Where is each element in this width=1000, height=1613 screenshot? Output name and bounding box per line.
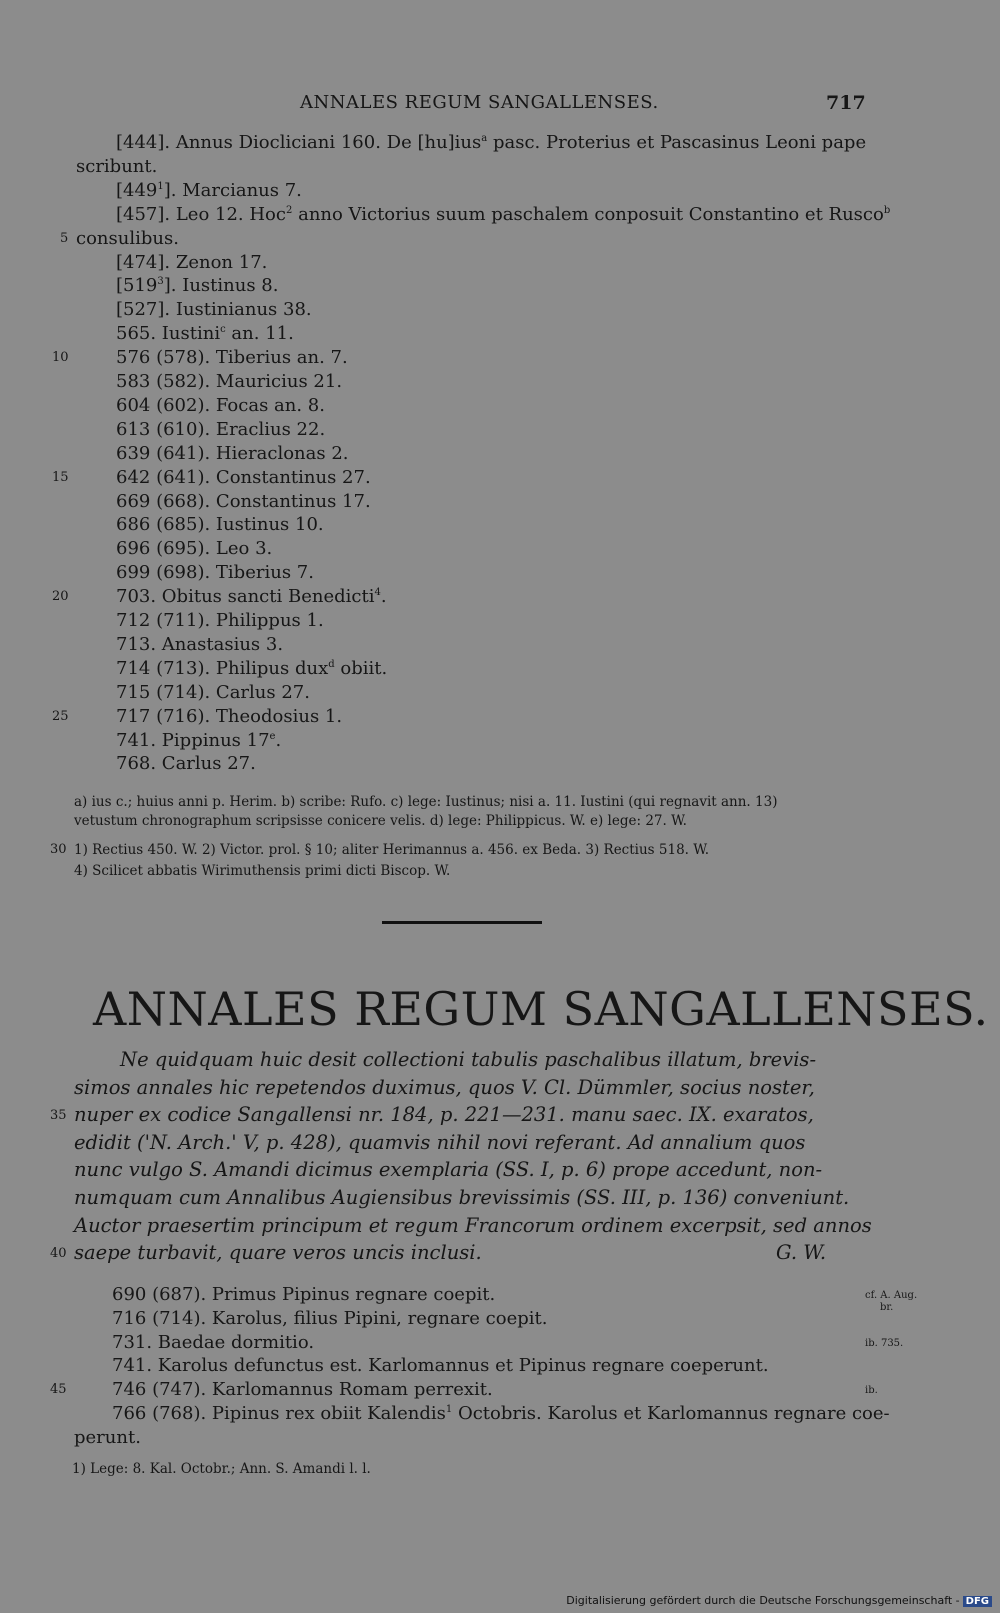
chronology-entry: 686 (685). Iustinus 10. [116,514,324,536]
footnote-marker: 3 [157,276,164,288]
chronology-entry: 768. Carlus 27. [116,753,256,775]
chronology-entry: 717 (716). Theodosius 1. [116,705,343,727]
chronology-entry: 712 (711). Philippus 1. [116,610,324,631]
chronology-entry: $[519^3]$. Iustinus 8. [116,275,279,297]
footnote: 1) Rectius 450. W. 2) Victor. prol. § 10; aliter Herimannus a. 456. ex Beda. 3) Rectius 518. W. [74,842,710,858]
editor-signature: G. W. [776,1241,827,1265]
chronology-entry: [527]. Iustinianus 38. [116,299,312,321]
line-number: 10 [52,350,69,366]
chronology-entry: scribunt. [76,155,158,177]
line-number: 30 [50,842,67,857]
annal-entry: 716 (714). Karolus, filius Pipini, regnare coepit. [112,1307,548,1329]
footnote-marker: a [481,133,488,144]
page-number: 717 [826,92,866,114]
chronology-entry: [444]. Annus Diocliciani 160. De [hu]ius$^a$ pasc. Proterius et Pascasinus Leoni pape [116,132,867,153]
chronology-entry: 576 (578). Tiberius an. 7. [116,347,348,369]
chronology-entry: consulibus. [76,227,179,249]
critical-note: vetustum chronographum scripsisse conicere velis. d) lege: Philippicus. W. e) lege: 27. W. [74,813,687,829]
chronology-entry: 565. Iustini$^c$ an. 11. [116,323,294,345]
chronology-entry: [474]. Zenon 17. [116,251,268,273]
footnote-marker: e [269,730,276,742]
chronology-entry: 715 (714). Carlus 27. [116,681,310,703]
chronology-entry: 639 (641). Hieraclonas 2. [116,442,349,464]
line-number: 35 [50,1108,67,1124]
line-number: 25 [52,708,69,724]
chronology-entry: 604 (602). Focas an. 8. [116,394,325,416]
margin-reference: br. [880,1302,894,1313]
intro-line: nuper ex codice Sangallensi nr. 184, p. 221—231. manu saec. IX. exaratos, [74,1103,814,1127]
intro-line: saepe turbavit, quare veros uncis inclusi. [74,1241,482,1265]
intro-line: Auctor praesertim principum et regum Francorum ordinem excerpsit, sed annos [74,1213,872,1237]
chronology-entry: 613 (610). Eraclius 22. [116,418,326,440]
footnote-marker: c [220,324,226,336]
running-header-title: ANNALES REGUM SANGALLENSES. [300,92,659,113]
intro-line: Ne quidquam huic desit collectioni tabulis paschalibus illatum, brevis- [120,1048,817,1071]
final-footnote: 1) Lege: 8. Kal. Octobr.; Ann. S. Amandi l. l. [72,1461,371,1477]
margin-reference: cf. A. Aug. [865,1290,918,1301]
footnote: 4) Scilicet abbatis Wirimuthensis primi dicti Biscop. W. [74,863,451,879]
intro-line: numquam cum Annalibus Augiensibus brevissimis (SS. III, p. 136) conveniunt. [74,1186,850,1209]
line-number: 45 [50,1382,67,1398]
footnote-marker: 2 [285,204,293,216]
line-number: 20 [52,589,69,605]
footer-text: Digitalisierung gefördert durch die Deutsche Forschungsgemeinschaft - [566,1594,960,1607]
line-number: 15 [52,469,69,485]
line-number: 40 [50,1246,67,1262]
annal-entry: 746 (747). Karlomannus Romam perrexit. [112,1379,493,1401]
chronology-entry: 583 (582). Mauricius 21. [116,371,343,392]
footnote-marker: 4 [374,587,381,599]
chronology-entry: 642 (641). Constantinus 27. [116,466,371,488]
chronology-entry: 714 (713). Philipus dux$^d$ obiit. [116,657,388,679]
intro-line: simos annales hic repetendos duximus, quos V. Cl. Dümmler, socius noster, [74,1075,815,1099]
chronology-entry: [457]. Leo 12. Hoc$^2$ anno Victorius suum paschalem conposuit Constantino et Rusco$^b$ [116,203,891,225]
intro-line: nunc vulgo S. Amandi dicimus exemplaria (SS. I, p. 6) prope accedunt, non- [74,1158,823,1182]
digitization-footer [566,1594,992,1607]
chronology-entry: 669 (668). Constantinus 17. [116,490,371,512]
annal-entry: 690 (687). Primus Pipinus regnare coepit. [112,1284,496,1305]
chronology-entry: $[449^1]$. Marcianus 7. [116,179,302,201]
line-number: 5 [60,230,69,246]
annal-entry: 766 (768). Pipinus rex obiit Kalendis$^1$ Octobris. Karolus et Karlomannus regnare coe- [112,1403,890,1424]
footnote-marker: b [883,204,891,216]
dfg-logo: DFG [963,1596,992,1607]
critical-note: a) ius c.; huius anni p. Herim. b) scribe: Rufo. c) lege: Iustinus; nisi a. 11. Iustini (qui regnavit ann. 13) [74,794,778,810]
section-title: ANNALES REGUM SANGALLENSES. [93,982,989,1036]
chronology-entry: 699 (698). Tiberius 7. [116,562,314,584]
chronology-entry: 696 (695). Leo 3. [116,538,273,560]
section-divider [382,921,542,924]
footnote-marker: 1 [157,180,164,192]
chronology-entry: 741. Pippinus 17e. [116,729,282,751]
footnote-marker: 1 [445,1404,453,1415]
annal-entry: 741. Karolus defunctus est. Karlomannus et Pipinus regnare coeperunt. [112,1355,769,1377]
annal-entry: perunt. [74,1426,141,1448]
annal-entry: 731. Baedae dormitio. [112,1331,315,1353]
margin-reference: ib. [865,1385,878,1397]
margin-reference: ib. 735. [865,1337,904,1349]
intro-line: edidit ('N. Arch.' V, p. 428), quamvis nihil novi referant. Ad annalium quos [74,1130,806,1154]
chronology-entry: 703. Obitus sancti Benedicti$^4$. [116,586,387,608]
footnote-marker: d [328,658,335,670]
chronology-entry: 713. Anastasius 3. [116,633,284,655]
